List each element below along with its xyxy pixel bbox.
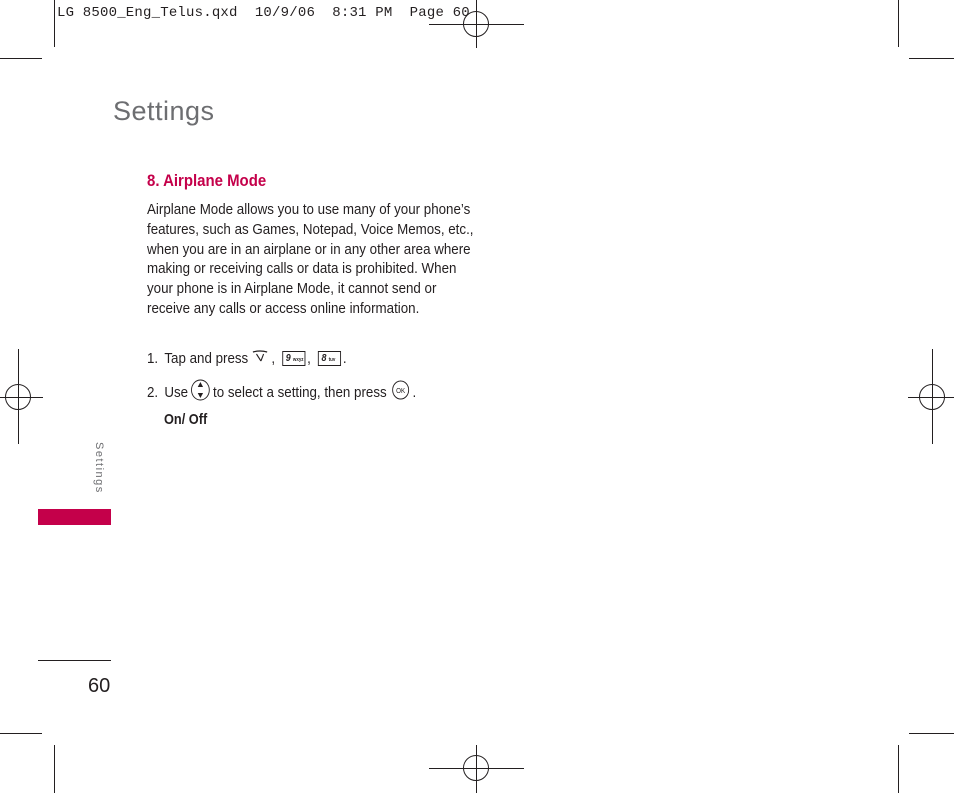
section-heading: 8. Airplane Mode (147, 171, 267, 190)
step-text: Use (164, 383, 189, 401)
option-values: On/ Off (164, 411, 208, 428)
ok-key-icon (392, 380, 410, 404)
ok-key-label: OK (396, 387, 406, 396)
step-2 (147, 379, 416, 405)
section-body (147, 200, 476, 319)
step-text: Tap and press (164, 349, 249, 367)
step-end: . (412, 383, 417, 401)
page-title: Settings (113, 96, 215, 126)
key-8-icon (318, 351, 341, 366)
step-number: 1. (147, 349, 159, 367)
separator: , (271, 349, 276, 367)
side-section-label: Settings (93, 442, 105, 494)
menu-key-icon (251, 349, 269, 367)
navigation-key-icon (191, 379, 211, 405)
key-8-digit: 8 (321, 352, 327, 364)
body-paragraph: Airplane Mode allows you to use many of your phone’s features, such as Games, Notepad, Voice Memos, etc., when you are in an airplane or in any other area where making or receiving calls or data is prohibited. When your phone is in Airplane Mode, it cannot send or receive any calls or access online information. (147, 201, 474, 317)
step-end: . (342, 349, 347, 367)
step-1 (147, 349, 347, 367)
step-text: to select a setting, then press (213, 383, 387, 401)
footer-rule (38, 660, 111, 661)
key-9-letters: wxyz (292, 356, 304, 363)
step-number: 2. (147, 383, 159, 401)
key-9-digit: 9 (285, 352, 291, 364)
key-8-letters: tuv (328, 356, 336, 363)
separator: , (307, 349, 311, 367)
key-9-icon (282, 351, 305, 366)
print-slug: LG 8500_Eng_Telus.qxd 10/9/06 8:31 PM Page 60 (57, 5, 470, 21)
side-tab-marker (38, 509, 111, 525)
page-number: 60 (88, 675, 111, 697)
